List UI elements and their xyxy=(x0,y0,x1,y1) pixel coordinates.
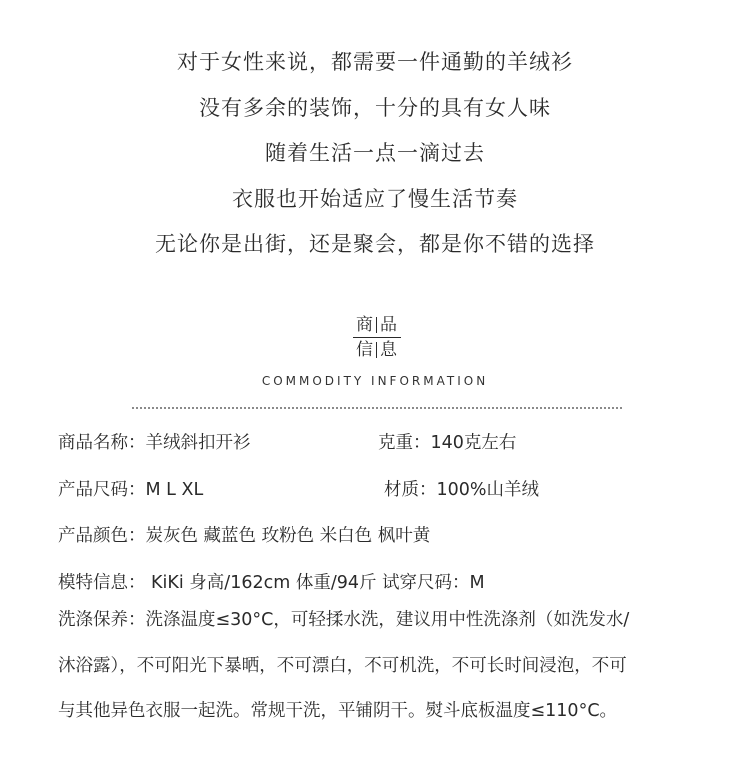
wash-line: 洗涤保养：洗涤温度≤30°C，可轻揉水洗，建议用中性洗涤剂（如洗发水/ xyxy=(58,610,630,630)
section-subtitle: COMMODITY INFORMATION xyxy=(261,374,489,388)
wash-line: 沐浴露），不可阳光下暴晒，不可漂白，不可机洗，不可长时间浸泡，不可 xyxy=(58,655,627,676)
spec-row xyxy=(58,513,738,560)
intro-text xyxy=(0,40,750,268)
spec-size: 产品尺码：M L XL xyxy=(58,479,204,500)
title-char: 商 xyxy=(356,315,373,335)
spec-row xyxy=(58,420,738,467)
spec-material: 材质：100%山羊绒 xyxy=(384,479,540,500)
spec-weight: 克重：140克左右 xyxy=(378,433,517,453)
title-char: 息 xyxy=(380,340,397,360)
intro-line: 衣服也开始适应了慢生活节奏 xyxy=(232,186,518,211)
spec-name: 商品名称：羊绒斜扣开衫 xyxy=(58,433,251,453)
spec-list xyxy=(58,420,738,606)
spec-model: 模特信息： KiKi 身高/162cm 体重/94斤 试穿尺码：M xyxy=(58,572,485,593)
spec-color: 产品颜色：炭灰色 藏蓝色 玫粉色 米白色 枫叶黄 xyxy=(58,526,431,546)
spec-row xyxy=(58,467,738,514)
title-char: 信 xyxy=(356,340,373,360)
dotted-divider xyxy=(132,407,622,409)
wash-line: 与其他异色衣服一起洗。常规干洗，平铺阴干。熨斗底板温度≤110°C。 xyxy=(58,701,618,721)
intro-line: 对于女性来说，都需要一件通勤的羊绒衫 xyxy=(177,50,573,74)
wash-care xyxy=(58,598,738,735)
intro-line: 没有多余的装饰，十分的具有女人味 xyxy=(199,95,551,120)
section-title xyxy=(353,313,401,362)
intro-line: 随着生活一点一滴过去 xyxy=(265,141,485,165)
intro-line: 无论你是出街，还是聚会，都是你不错的选择 xyxy=(155,232,595,256)
title-char: 品 xyxy=(380,315,397,335)
